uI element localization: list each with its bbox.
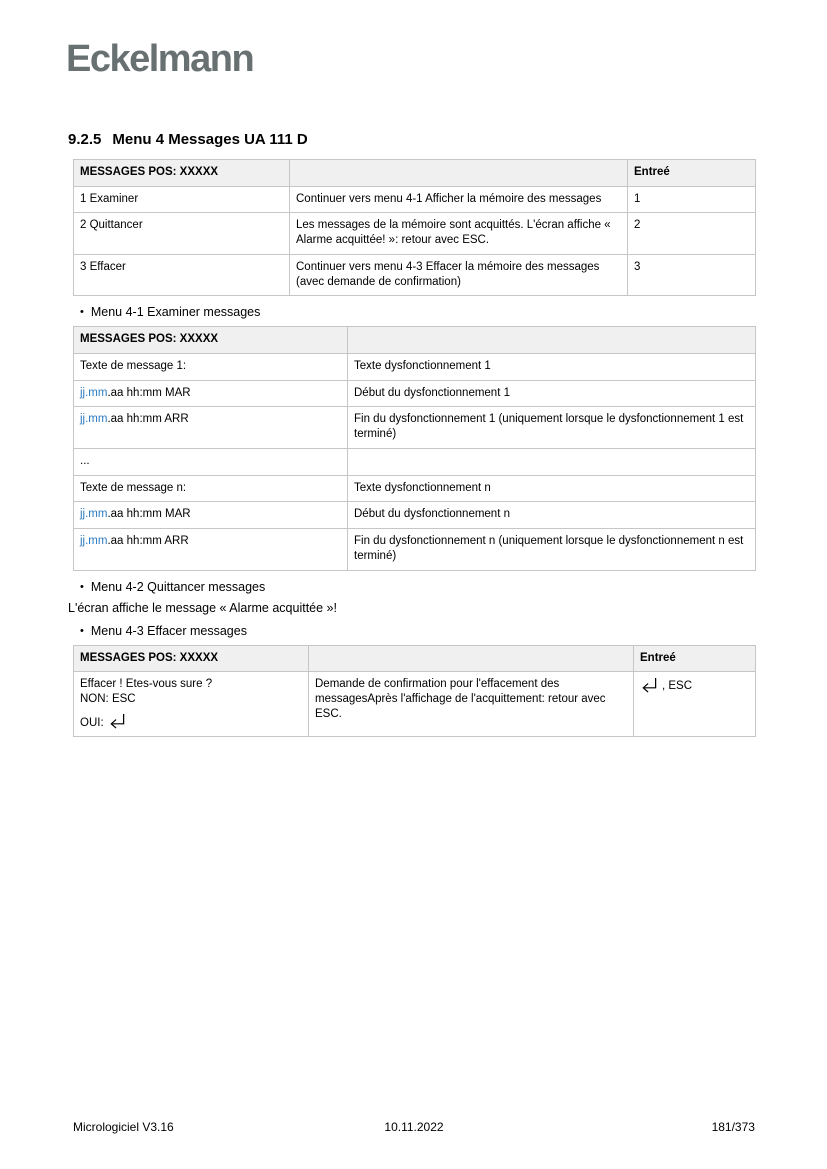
bullet-icon: • [80,624,84,637]
table-header-row [74,327,756,354]
section-number: 9.2.5 [68,131,102,148]
bullet-label: Menu 4-2 Quittancer messages [90,579,266,594]
bullet-label: Menu 4-3 Effacer messages [90,623,247,638]
date-link[interactable]: jj.mm [80,508,108,521]
menu-table-header-entry: Entreé [628,160,756,187]
section-heading [68,131,758,148]
description-cell: Fin du dysfonctionnement 1 (uniquement lorsque le dysfonctionnement 1 est terminé) [348,407,756,448]
message-label-cell: Texte de message 1: [74,354,348,381]
entry-suffix: , ESC [662,679,693,692]
erase-table-header-entry: Entreé [634,645,756,672]
erase-table-header-empty [309,645,634,672]
table-row [74,407,756,448]
footer-date: 10.11.2022 [384,1120,444,1134]
date-link[interactable]: jj.mm [80,413,108,426]
timestamp-cell [74,407,348,448]
table-row [74,502,756,529]
timestamp-cell [74,529,348,570]
bullet-icon: • [80,306,84,319]
table-row [74,529,756,570]
description-cell: Début du dysfonctionnement n [348,502,756,529]
description-cell: Continuer vers menu 4-3 Effacer la mémoire des messages (avec demande de confirmation) [290,254,628,295]
date-link[interactable]: jj.mm [80,386,108,399]
confirm-line-1: Effacer ! Etes-vous sure ? [80,678,213,691]
examine-table-header-empty [348,327,756,354]
page-footer [73,1120,755,1134]
menu-table-header-empty [290,160,628,187]
menu-item-cell: 3 Effacer [74,254,290,295]
table-row [74,213,756,254]
message-label-cell: Texte de message n: [74,475,348,502]
ack-message-text: L'écran affiche le message « Alarme acquittée »! [68,600,337,615]
erase-table-header-pos: MESSAGES POS: XXXXX [74,645,309,672]
confirm-line-3 [80,713,300,731]
date-link[interactable]: jj.mm [80,535,108,548]
enter-key-icon [108,713,127,729]
erase-table [73,645,756,738]
menu-item-cell: 2 Quittancer [74,213,290,254]
entry-cell: 1 [628,186,756,213]
table-row [74,475,756,502]
description-cell: Texte dysfonctionnement n [348,475,756,502]
entry-cell: 2 [628,213,756,254]
table-header-row [74,160,756,187]
table-row [74,354,756,381]
menu-table [73,159,756,296]
bullet-icon: • [80,580,84,593]
timestamp-cell [74,502,348,529]
table-row [74,254,756,295]
footer-version: Micrologiciel V3.16 [73,1120,174,1134]
ellipsis-cell: ... [74,448,348,475]
entry-cell: 3 [628,254,756,295]
menu-item-cell: 1 Examiner [74,186,290,213]
oui-label: OUI: [80,716,104,729]
entry-cell [634,672,756,737]
timestamp-rest: .aa hh:mm ARR [107,535,189,548]
table-row [74,380,756,407]
bullet-item-menu-41 [80,305,758,319]
timestamp-rest: .aa hh:mm ARR [107,413,189,426]
confirm-prompt-cell [74,672,309,737]
menu-table-header-pos: MESSAGES POS: XXXXX [74,160,290,187]
footer-page-number: 181/373 [711,1120,755,1134]
page-content [68,131,758,737]
description-cell: Continuer vers menu 4-1 Afficher la mémoire des messages [290,186,628,213]
table-row [74,186,756,213]
table-row [74,448,756,475]
description-cell: Les messages de la mémoire sont acquittés. L'écran affiche « Alarme acquittée! »: retour avec ESC. [290,213,628,254]
examine-table [73,326,756,570]
table-header-row [74,645,756,672]
bullet-label: Menu 4-1 Examiner messages [90,305,261,320]
description-cell [348,448,756,475]
description-cell: Fin du dysfonctionnement n (uniquement lorsque le dysfonctionnement n est terminé) [348,529,756,570]
table-row [74,672,756,737]
section-title: Menu 4 Messages UA 111 D [112,131,308,148]
description-cell: Texte dysfonctionnement 1 [348,354,756,381]
description-cell: Début du dysfonctionnement 1 [348,380,756,407]
examine-table-header-pos: MESSAGES POS: XXXXX [74,327,348,354]
company-logo: Eckelmann [66,38,254,80]
timestamp-cell [74,380,348,407]
enter-key-icon [640,677,659,693]
bullet-item-menu-43 [80,624,758,638]
timestamp-rest: .aa hh:mm MAR [107,386,191,399]
bullet-item-menu-42 [80,580,758,594]
description-cell: Demande de confirmation pour l'effacement des messagesAprès l'affichage de l'acquittement: retour avec ESC. [309,672,634,737]
confirm-line-2: NON: ESC [80,692,136,705]
timestamp-rest: .aa hh:mm MAR [107,508,191,521]
